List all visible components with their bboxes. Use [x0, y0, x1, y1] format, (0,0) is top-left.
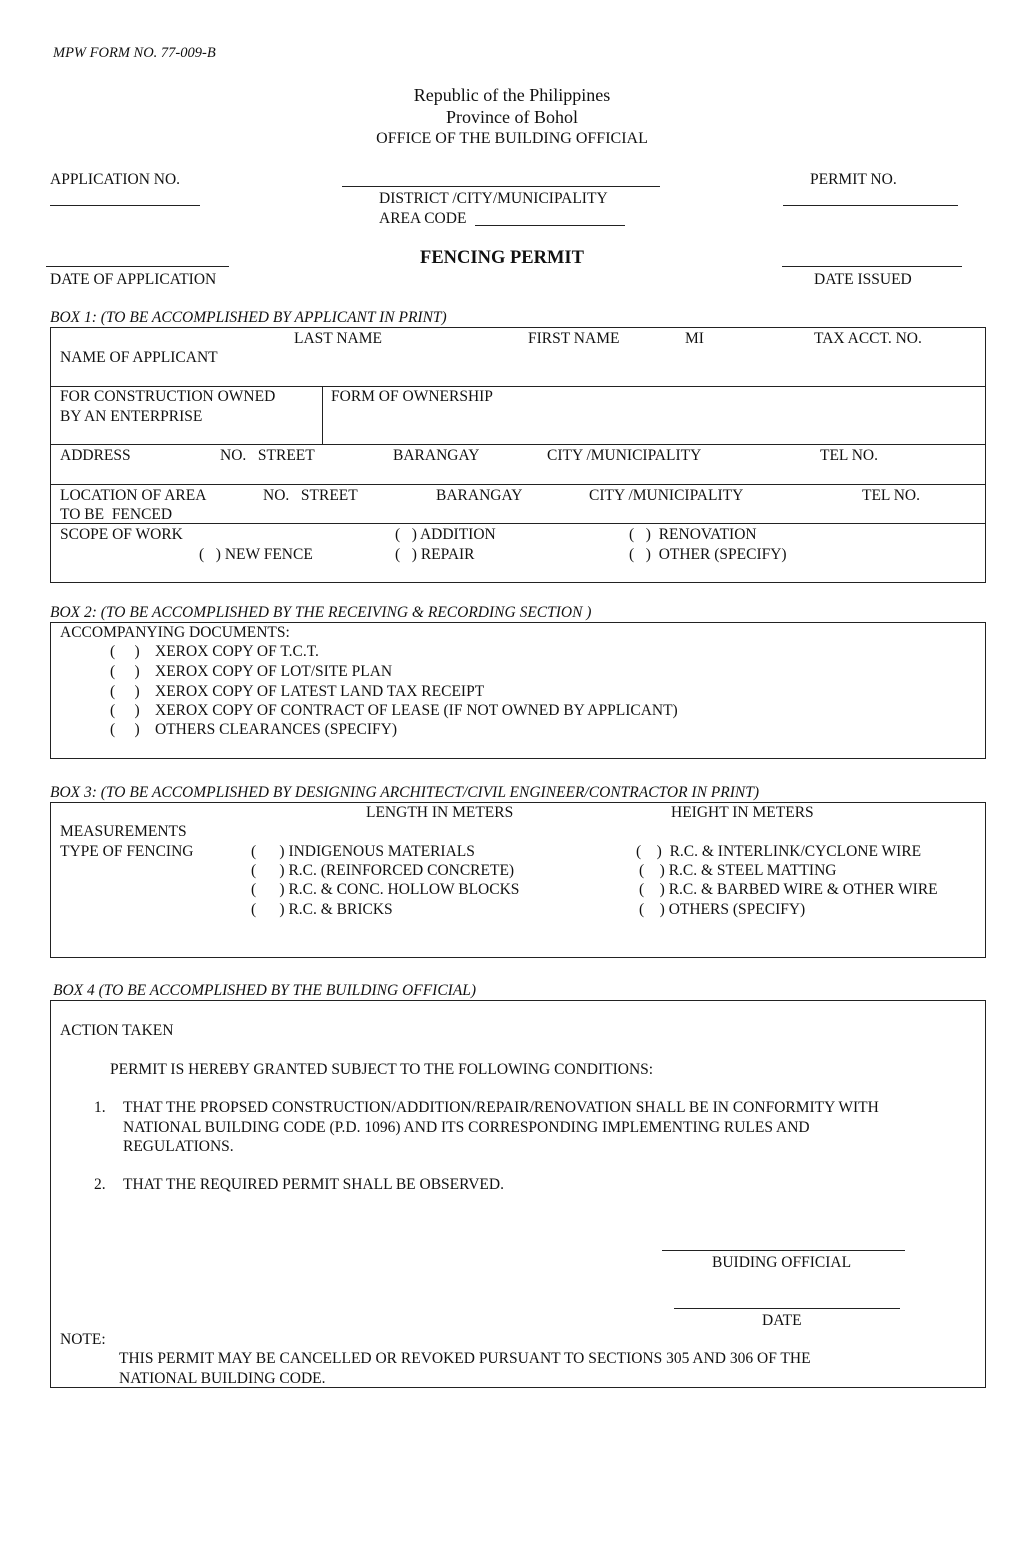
application-no-field[interactable] [50, 205, 200, 206]
form-of-ownership-label: FORM OF OWNERSHIP [331, 388, 493, 405]
height-label: HEIGHT IN METERS [671, 804, 814, 821]
building-official-signature-line[interactable] [662, 1250, 905, 1251]
page-title: FENCING PERMIT [420, 248, 584, 268]
header-office: OFFICE OF THE BUILDING OFFICIAL [376, 130, 648, 147]
form-number: MPW FORM NO. 77-009-B [53, 45, 216, 61]
location-city-label: CITY /MUNICIPALITY [589, 487, 744, 504]
permit-no-label: PERMIT NO. [810, 171, 897, 188]
box1-divider [50, 386, 986, 387]
location-label-1: LOCATION OF AREA [60, 487, 207, 504]
district-label: DISTRICT /CITY/MUNICIPALITY [379, 190, 608, 207]
document-item: OTHERS CLEARANCES (SPECIFY) [155, 721, 397, 738]
enterprise-label-2: BY AN ENTERPRISE [60, 408, 203, 425]
document-checkbox[interactable]: ( ) [110, 702, 140, 719]
condition-1-number: 1. [94, 1099, 106, 1116]
note-text: NATIONAL BUILDING CODE. [119, 1370, 326, 1387]
measurements-label: MEASUREMENTS [60, 823, 187, 840]
address-label: ADDRESS [60, 447, 131, 464]
header-province: Province of Bohol [446, 107, 578, 127]
tax-acct-label: TAX ACCT. NO. [814, 330, 922, 347]
first-name-label: FIRST NAME [528, 330, 620, 347]
enterprise-label-1: FOR CONSTRUCTION OWNED [60, 388, 276, 405]
name-of-applicant-label: NAME OF APPLICANT [60, 349, 218, 366]
address-barangay-label: BARANGAY [393, 447, 480, 464]
building-official-label: BUIDING OFFICIAL [712, 1254, 852, 1271]
condition-1-line: REGULATIONS. [123, 1138, 234, 1155]
address-city-label: CITY /MUNICIPALITY [547, 447, 702, 464]
condition-2-line: THAT THE REQUIRED PERMIT SHALL BE OBSERVED. [123, 1176, 504, 1193]
document-checkbox[interactable]: ( ) [110, 721, 140, 738]
condition-2-number: 2. [94, 1176, 106, 1193]
other-checkbox[interactable]: ( ) OTHER (SPECIFY) [629, 546, 787, 563]
location-street-label: NO. STREET [263, 487, 358, 504]
renovation-checkbox[interactable]: ( ) RENOVATION [629, 526, 757, 543]
date-issued-field[interactable] [782, 266, 962, 267]
fencing-type-checkbox[interactable]: ( ) R.C. & INTERLINK/CYCLONE WIRE [636, 843, 922, 860]
box1-col-divider [322, 386, 323, 444]
new-fence-checkbox[interactable]: ( ) NEW FENCE [199, 546, 313, 563]
location-barangay-label: BARANGAY [436, 487, 523, 504]
fencing-type-checkbox[interactable]: ( ) R.C. (REINFORCED CONCRETE) [251, 862, 515, 879]
header-republic: Republic of the Philippines [413, 85, 611, 105]
last-name-label: LAST NAME [294, 330, 382, 347]
location-label-2: TO BE FENCED [60, 506, 173, 523]
address-tel-label: TEL NO. [820, 447, 878, 464]
date-of-application-label: DATE OF APPLICATION [50, 271, 217, 288]
permit-granted-text: PERMIT IS HEREBY GRANTED SUBJECT TO THE FOLLOWING CONDITIONS: [110, 1061, 654, 1078]
location-tel-label: TEL NO. [862, 487, 920, 504]
fencing-type-checkbox[interactable]: ( ) R.C. & BRICKS [251, 901, 393, 918]
length-label: LENGTH IN METERS [366, 804, 514, 821]
document-item: XEROX COPY OF T.C.T. [155, 643, 319, 660]
note-text: THIS PERMIT MAY BE CANCELLED OR REVOKED PURSUANT TO SECTIONS 305 AND 306 OF THE [119, 1350, 811, 1367]
date-of-application-field[interactable] [46, 266, 229, 267]
fencing-type-checkbox[interactable]: ( ) OTHERS (SPECIFY) [639, 901, 806, 918]
addition-checkbox[interactable]: ( ) ADDITION [395, 526, 496, 543]
date-signature-line[interactable] [674, 1308, 900, 1309]
box4-caption: BOX 4 (TO BE ACCOMPLISHED BY THE BUILDING OFFICIAL) [53, 982, 477, 999]
box1-divider [50, 444, 986, 445]
accompanying-documents-label: ACCOMPANYING DOCUMENTS: [60, 624, 290, 641]
scope-of-work-label: SCOPE OF WORK [60, 526, 183, 543]
box1-caption: BOX 1: (TO BE ACCOMPLISHED BY APPLICANT IN PRINT) [50, 309, 447, 326]
box4 [50, 1000, 986, 1388]
permit-no-field[interactable] [783, 205, 958, 206]
document-checkbox[interactable]: ( ) [110, 643, 140, 660]
condition-1-line: THAT THE PROPSED CONSTRUCTION/ADDITION/REPAIR/RENOVATION SHALL BE IN CONFORMITY WITH [123, 1099, 879, 1116]
document-checkbox[interactable]: ( ) [110, 663, 140, 680]
repair-checkbox[interactable]: ( ) REPAIR [395, 546, 475, 563]
application-no-label: APPLICATION NO. [50, 171, 181, 188]
type-of-fencing-label: TYPE OF FENCING [60, 843, 194, 860]
fencing-type-checkbox[interactable]: ( ) R.C. & BARBED WIRE & OTHER WIRE [639, 881, 938, 898]
note-label: NOTE: [60, 1331, 106, 1348]
box2-caption: BOX 2: (TO BE ACCOMPLISHED BY THE RECEIVING & RECORDING SECTION ) [50, 604, 592, 621]
mi-label: MI [685, 330, 704, 347]
box3 [50, 802, 986, 958]
district-field[interactable] [342, 186, 660, 187]
fencing-type-checkbox[interactable]: ( ) INDIGENOUS MATERIALS [251, 843, 475, 860]
document-item: XEROX COPY OF LOT/SITE PLAN [155, 663, 393, 680]
date-label: DATE [762, 1312, 802, 1329]
document-item: XEROX COPY OF CONTRACT OF LEASE (IF NOT OWNED BY APPLICANT) [155, 702, 678, 719]
box1-divider [50, 484, 986, 485]
area-code-field[interactable] [475, 225, 625, 226]
fencing-type-checkbox[interactable]: ( ) R.C. & STEEL MATTING [639, 862, 837, 879]
action-taken-label: ACTION TAKEN [60, 1022, 174, 1039]
document-item: XEROX COPY OF LATEST LAND TAX RECEIPT [155, 683, 485, 700]
area-code-label: AREA CODE [379, 210, 467, 227]
condition-1-line: NATIONAL BUILDING CODE (P.D. 1096) AND ITS CORRESPONDING IMPLEMENTING RULES AND [123, 1119, 810, 1136]
box3-caption: BOX 3: (TO BE ACCOMPLISHED BY DESIGNING ARCHITECT/CIVIL ENGINEER/CONTRACTOR IN PRINT) [50, 784, 760, 801]
fencing-type-checkbox[interactable]: ( ) R.C. & CONC. HOLLOW BLOCKS [251, 881, 520, 898]
address-street-label: NO. STREET [220, 447, 315, 464]
date-issued-label: DATE ISSUED [814, 271, 912, 288]
box1-divider [50, 523, 986, 524]
document-checkbox[interactable]: ( ) [110, 683, 140, 700]
